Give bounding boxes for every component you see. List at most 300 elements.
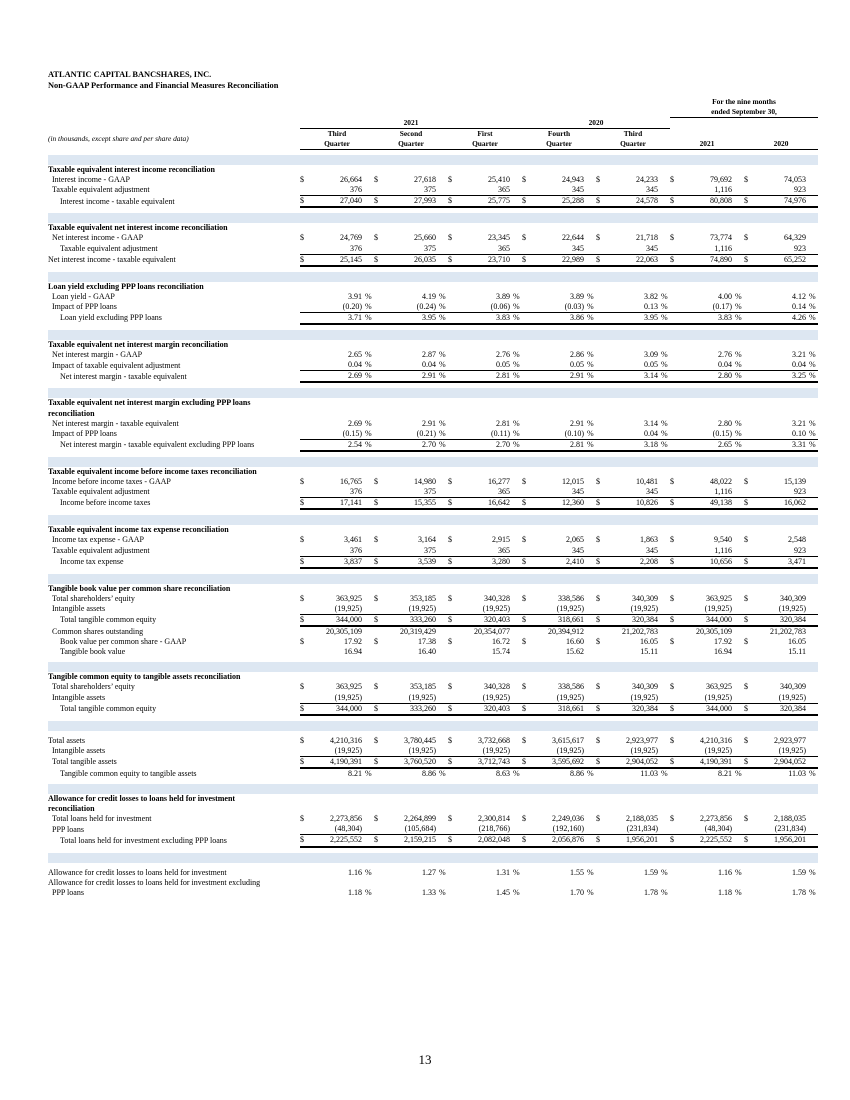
value-cell: 16.94 [344, 647, 362, 657]
value-cell: (19,925) [459, 693, 511, 704]
value-cell: 3.09 [644, 350, 658, 360]
empty-cell [659, 196, 670, 208]
value-cell: 2.86 [570, 350, 584, 360]
empty-cell [585, 626, 596, 637]
value-cell: 363,925 [336, 593, 362, 603]
empty-cell [596, 626, 607, 637]
empty-cell [363, 682, 374, 692]
value-cell: 20,394,912 [548, 627, 584, 637]
empty-cell [374, 292, 385, 302]
empty-cell [363, 835, 374, 847]
empty-cell [300, 604, 311, 615]
value-cell: (0.24) [385, 302, 437, 313]
value-cell: 923 [755, 185, 807, 196]
currency-symbol: $ [670, 477, 674, 487]
table-row [48, 878, 818, 888]
empty-cell [585, 703, 596, 715]
row-label: Book value per common share - GAAP [60, 637, 187, 647]
value-cell: 376 [311, 185, 363, 196]
row-label: Common shares outstanding [52, 626, 144, 636]
table-row [48, 233, 818, 243]
empty-cell [585, 824, 596, 835]
currency-symbol: $ [670, 556, 681, 568]
currency-symbol: $ [300, 196, 311, 208]
value-cell: 8.21 [348, 769, 362, 778]
empty-cell [807, 175, 818, 185]
section-title: Tangible book value per common share reconciliation [48, 583, 231, 593]
currency-symbol: $ [300, 814, 304, 824]
value-cell: (218,766) [459, 824, 511, 835]
percent-symbol: % [809, 769, 816, 778]
currency-symbol: $ [448, 835, 459, 847]
empty-cell [522, 185, 533, 196]
empty-cell [363, 254, 374, 266]
value-cell: 14,980 [414, 477, 436, 487]
report-title: Non-GAAP Performance and Financial Measures Reconciliation [48, 80, 279, 90]
empty-cell [300, 768, 311, 779]
value-cell [533, 878, 585, 888]
value-cell: 1.16 [348, 867, 362, 877]
column-header: 2020 [744, 128, 818, 149]
value-cell: 8.86 [570, 769, 584, 778]
value-cell: 923 [755, 487, 807, 498]
value-cell: (19,925) [459, 604, 511, 615]
value-cell: 3.86 [533, 313, 585, 325]
value-cell: 3.95 [385, 313, 437, 325]
empty-cell [733, 556, 744, 568]
value-cell: 345 [533, 244, 585, 255]
empty-cell [744, 439, 755, 451]
table-row [48, 196, 818, 208]
currency-symbol: $ [522, 814, 526, 824]
empty-cell [437, 626, 448, 637]
percent-symbol: % [735, 769, 742, 778]
empty-cell [300, 360, 311, 371]
currency-symbol: $ [670, 703, 681, 715]
value-cell: 338,586 [558, 593, 584, 603]
table-row [48, 350, 818, 360]
empty-cell [448, 546, 459, 557]
empty-cell [744, 371, 755, 383]
currency-symbol: $ [596, 835, 607, 847]
value-cell: (0.20) [311, 302, 363, 313]
percent-symbol: % [807, 313, 818, 325]
percent-symbol: % [809, 887, 816, 897]
empty-cell [448, 429, 459, 440]
currency-symbol: $ [448, 535, 452, 545]
value-cell: 0.13 [607, 302, 659, 313]
empty-cell [374, 185, 385, 196]
value-cell: 2.70 [459, 439, 511, 451]
empty-cell [522, 487, 533, 498]
empty-cell [437, 814, 448, 824]
currency-symbol: $ [448, 196, 459, 208]
empty-cell [585, 175, 596, 185]
value-cell: 16.05 [640, 637, 658, 647]
currency-symbol: $ [744, 756, 755, 768]
value-cell: 25,410 [488, 175, 510, 185]
empty-cell [733, 196, 744, 208]
row-label: Total tangible assets [52, 757, 117, 767]
empty-cell [437, 746, 448, 757]
value-cell: 3,164 [418, 535, 436, 545]
value-cell: 2,159,215 [385, 835, 437, 847]
empty-cell [807, 487, 818, 498]
empty-cell [522, 429, 533, 440]
empty-cell [670, 824, 681, 835]
empty-cell [511, 682, 522, 692]
value-cell: 80,808 [681, 196, 733, 208]
value-cell: 340,309 [780, 593, 806, 603]
empty-cell [659, 647, 670, 657]
value-cell: 9,540 [714, 535, 732, 545]
row-label: Loan yield - GAAP [52, 291, 115, 301]
value-cell: 0.04 [607, 429, 659, 440]
empty-cell [522, 693, 533, 704]
value-cell: 2,188,035 [774, 814, 806, 824]
empty-cell [437, 703, 448, 715]
empty-cell [448, 302, 459, 313]
empty-cell [744, 244, 755, 255]
value-cell: 21,202,783 [770, 627, 806, 637]
empty-cell [670, 546, 681, 557]
empty-cell [363, 244, 374, 255]
value-cell: 25,660 [414, 233, 436, 243]
empty-cell [363, 556, 374, 568]
band-row [48, 515, 818, 525]
empty-cell [363, 546, 374, 557]
table-row [48, 477, 818, 487]
value-cell: (19,925) [681, 746, 733, 757]
empty-cell [807, 604, 818, 615]
empty-cell [300, 878, 311, 888]
section-title: Taxable equivalent income tax expense reconciliation [48, 525, 229, 535]
value-cell: 17.38 [418, 637, 436, 647]
empty-cell [585, 477, 596, 487]
percent-symbol: % [587, 887, 594, 897]
empty-cell [437, 535, 448, 545]
currency-symbol: $ [744, 498, 755, 510]
value-cell: 10,656 [681, 556, 733, 568]
empty-cell [659, 835, 670, 847]
value-cell: 320,384 [607, 614, 659, 626]
empty-cell [300, 868, 311, 878]
empty-cell [522, 868, 533, 878]
currency-symbol: $ [596, 196, 607, 208]
value-cell: 2.65 [681, 439, 733, 451]
currency-symbol: $ [448, 254, 459, 266]
empty-cell [511, 477, 522, 487]
currency-symbol: $ [300, 703, 311, 715]
empty-cell [363, 626, 374, 637]
empty-cell [596, 693, 607, 704]
table-row [48, 814, 818, 824]
currency-symbol: $ [300, 233, 304, 243]
empty-cell [585, 556, 596, 568]
value-cell: 22,644 [562, 233, 584, 243]
row-label: PPP loans [52, 824, 84, 834]
currency-symbol: $ [744, 233, 748, 243]
empty-cell [585, 647, 596, 657]
empty-cell [448, 604, 459, 615]
value-cell: 365 [459, 487, 511, 498]
empty-cell [448, 824, 459, 835]
value-cell: 2,923,977 [774, 735, 806, 745]
value-cell: 340,328 [484, 682, 510, 692]
empty-cell [585, 535, 596, 545]
empty-cell [744, 604, 755, 615]
percent-symbol: % [437, 429, 448, 440]
empty-cell [374, 360, 385, 371]
value-cell: 345 [533, 546, 585, 557]
empty-cell [300, 746, 311, 757]
row-label: Impact of PPP loans [52, 429, 117, 438]
percent-symbol: % [659, 429, 670, 440]
table-row [48, 693, 818, 704]
value-cell: 376 [311, 546, 363, 557]
value-cell: 1.16 [718, 867, 732, 877]
percent-symbol: % [659, 439, 670, 451]
value-cell: 2.91 [533, 371, 585, 383]
empty-cell [659, 487, 670, 498]
section-title: Taxable equivalent interest income reconciliation [48, 164, 215, 174]
empty-cell [437, 824, 448, 835]
empty-cell [659, 756, 670, 768]
empty-cell [448, 371, 459, 383]
empty-cell [363, 756, 374, 768]
value-cell: 2,923,977 [626, 735, 658, 745]
empty-cell [659, 477, 670, 487]
currency-symbol: $ [374, 233, 378, 243]
band-row [48, 721, 818, 731]
value-cell: 3,280 [459, 556, 511, 568]
value-cell: (19,925) [385, 693, 437, 704]
empty-cell [659, 814, 670, 824]
percent-symbol: % [585, 371, 596, 383]
empty-cell [522, 292, 533, 302]
value-cell: 0.04 [311, 360, 363, 371]
value-cell: 1,863 [640, 535, 658, 545]
currency-symbol: $ [448, 498, 459, 510]
empty-cell [744, 292, 755, 302]
value-cell: 25,145 [311, 254, 363, 266]
units-note: (in thousands, except share and per share data) [48, 133, 189, 143]
row-label: Net interest margin - taxable equivalent [60, 371, 187, 381]
empty-cell [363, 498, 374, 510]
row-label: Interest income - GAAP [52, 175, 130, 185]
empty-cell [670, 768, 681, 779]
percent-symbol: % [439, 867, 446, 877]
percent-symbol: % [365, 418, 372, 428]
row-label: Taxable equivalent adjustment [52, 487, 150, 497]
percent-symbol: % [511, 313, 522, 325]
empty-cell [374, 746, 385, 757]
empty-cell [744, 746, 755, 757]
value-cell: 1.70 [570, 887, 584, 897]
value-cell: 3.89 [570, 291, 584, 301]
value-cell: 2,249,036 [552, 814, 584, 824]
percent-symbol: % [439, 887, 446, 897]
empty-cell [659, 175, 670, 185]
value-cell: 923 [755, 546, 807, 557]
empty-cell [437, 546, 448, 557]
section-title: reconciliation [48, 408, 95, 418]
table-row [48, 487, 818, 498]
value-cell: 2,225,552 [681, 835, 733, 847]
currency-symbol: $ [374, 556, 385, 568]
empty-cell [733, 498, 744, 510]
empty-cell [522, 244, 533, 255]
value-cell: 2.81 [496, 418, 510, 428]
currency-symbol: $ [744, 682, 748, 692]
value-cell [311, 878, 363, 888]
value-cell: 333,260 [385, 614, 437, 626]
percent-symbol [585, 878, 596, 888]
empty-cell [522, 626, 533, 637]
currency-symbol: $ [596, 498, 607, 510]
empty-cell [744, 419, 755, 429]
value-cell: 318,661 [533, 614, 585, 626]
empty-cell [363, 693, 374, 704]
empty-cell [659, 703, 670, 715]
percent-symbol: % [587, 769, 594, 778]
row-label: Loan yield excluding PPP loans [60, 313, 162, 323]
percent-symbol: % [513, 867, 520, 877]
currency-symbol: $ [374, 735, 378, 745]
value-cell: 320,384 [755, 703, 807, 715]
currency-symbol: $ [374, 703, 385, 715]
empty-cell [374, 350, 385, 360]
empty-cell [744, 546, 755, 557]
band-row [48, 457, 818, 467]
value-cell: 2,300,814 [478, 814, 510, 824]
value-cell: 2,904,052 [755, 756, 807, 768]
currency-symbol: $ [374, 756, 385, 768]
empty-cell [511, 233, 522, 243]
empty-cell [363, 604, 374, 615]
value-cell: (105,684) [385, 824, 437, 835]
empty-cell [585, 614, 596, 626]
value-cell: 353,185 [410, 682, 436, 692]
currency-symbol: $ [448, 175, 452, 185]
empty-cell [807, 556, 818, 568]
currency-symbol: $ [300, 735, 304, 745]
nine-months-header: For the nine months ended September 30, [670, 97, 818, 118]
value-cell: 3,615,617 [552, 735, 584, 745]
percent-symbol: % [809, 867, 816, 877]
empty-cell [670, 302, 681, 313]
empty-cell [807, 233, 818, 243]
value-cell: 10,481 [636, 477, 658, 487]
value-cell: 8.63 [496, 769, 510, 778]
empty-cell [363, 824, 374, 835]
currency-symbol: $ [744, 614, 755, 626]
row-label: Interest income - taxable equivalent [60, 196, 175, 206]
value-cell: 15,139 [784, 477, 806, 487]
empty-cell [522, 768, 533, 779]
empty-cell [511, 546, 522, 557]
value-cell: 1,116 [681, 185, 733, 196]
percent-symbol: % [585, 439, 596, 451]
value-cell: 1.18 [348, 887, 362, 897]
currency-symbol: $ [300, 254, 311, 266]
empty-cell [522, 371, 533, 383]
column-header: 2021 [670, 128, 744, 149]
empty-cell [374, 888, 385, 898]
empty-cell [733, 244, 744, 255]
empty-cell [733, 824, 744, 835]
value-cell: 363,925 [336, 682, 362, 692]
percent-symbol: % [733, 429, 744, 440]
empty-cell [733, 175, 744, 185]
value-cell: (48,304) [681, 824, 733, 835]
empty-cell [448, 185, 459, 196]
section-title-row [48, 340, 818, 350]
percent-symbol: % [733, 313, 744, 325]
empty-cell [522, 746, 533, 757]
empty-cell [585, 233, 596, 243]
value-cell: 318,661 [533, 703, 585, 715]
empty-cell [659, 736, 670, 746]
currency-symbol: $ [670, 682, 674, 692]
empty-cell [448, 360, 459, 371]
empty-cell [511, 736, 522, 746]
row-label: Net interest income - taxable equivalent [48, 254, 176, 264]
empty-cell [807, 693, 818, 704]
currency-symbol: $ [374, 682, 378, 692]
percent-symbol: % [513, 769, 520, 778]
empty-cell [448, 693, 459, 704]
page-number: 13 [418, 1052, 432, 1067]
value-cell: 376 [311, 487, 363, 498]
section-title-row [48, 282, 818, 292]
value-cell: (19,925) [533, 693, 585, 704]
currency-symbol: $ [300, 477, 304, 487]
empty-cell [448, 878, 459, 888]
empty-cell [374, 487, 385, 498]
empty-cell [437, 254, 448, 266]
section-title: Taxable equivalent net interest margin reconciliation [48, 340, 229, 350]
empty-cell [300, 244, 311, 255]
value-cell: 24,943 [562, 175, 584, 185]
value-cell: (231,834) [607, 824, 659, 835]
currency-symbol: $ [374, 498, 385, 510]
empty-cell [522, 888, 533, 898]
empty-cell [437, 647, 448, 657]
empty-cell [437, 736, 448, 746]
currency-symbol: $ [300, 556, 311, 568]
value-cell: 15.11 [788, 647, 806, 657]
value-cell: 340,309 [632, 593, 658, 603]
currency-symbol: $ [374, 593, 378, 603]
currency-symbol: $ [374, 614, 385, 626]
empty-cell [437, 604, 448, 615]
percent-symbol: % [735, 350, 742, 360]
value-cell: 3.71 [311, 313, 363, 325]
table-row [48, 360, 818, 371]
value-cell [607, 878, 659, 888]
currency-symbol: $ [670, 535, 674, 545]
table-row [48, 824, 818, 835]
empty-cell [670, 350, 681, 360]
empty-cell [437, 614, 448, 626]
value-cell: 3.25 [755, 371, 807, 383]
table-row [48, 429, 818, 440]
value-cell: 338,586 [558, 682, 584, 692]
value-cell: 27,618 [414, 175, 436, 185]
section-title-row [48, 804, 818, 814]
value-cell: (0.11) [459, 429, 511, 440]
